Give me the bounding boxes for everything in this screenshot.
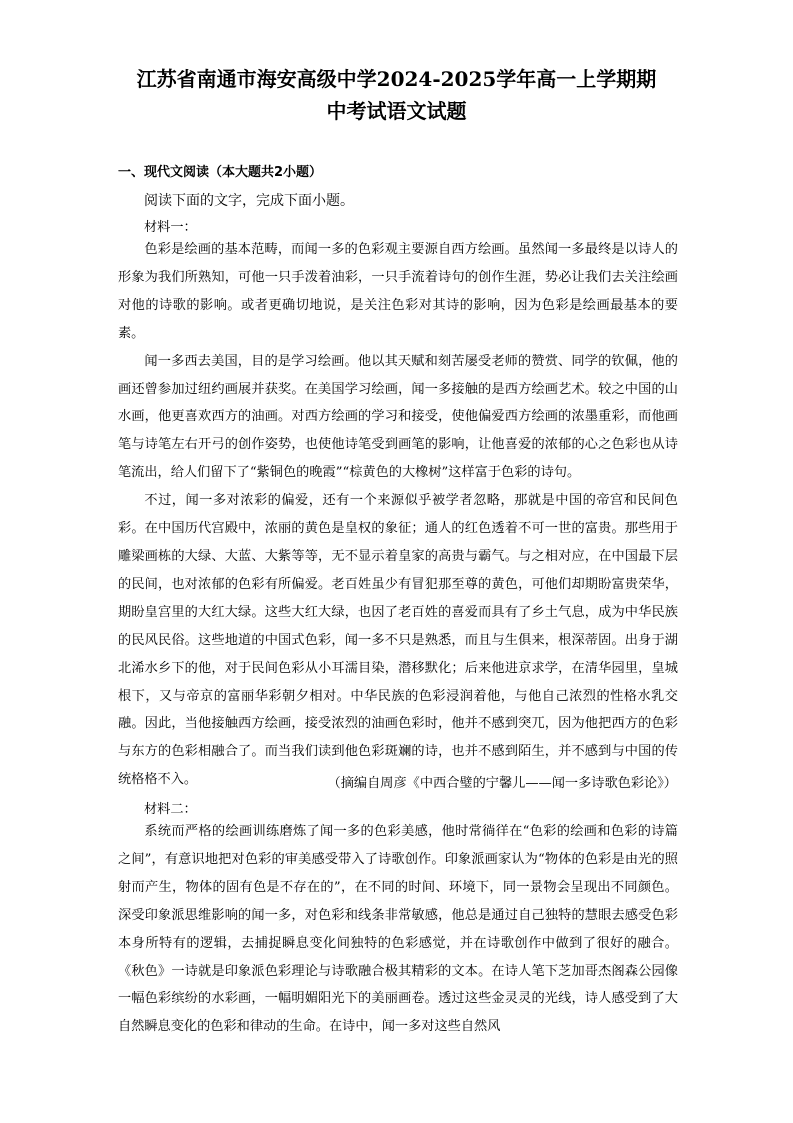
- paragraph: 系统而严格的绘画训练磨炼了闻一多的色彩美感，他时常徜徉在“色彩的绘画和色彩的诗篇之间”，有意识地把对色彩的审美感受带入了诗歌创作。印象派画家认为“物体的色彩是由光的照射而产生，物体的固有色是不存在的”，在不同的时间、环境下，同一景物会呈现出不同颜色。深受印象派思维影响的闻一多，对色彩和线条非常敏感，他总是通过自己独特的慧眼去感受色彩本身所特有的逻辑，去捕捉瞬息变化间独特的色彩感觉，并在诗歌创作中做到了很好的融合。《秋色》一诗就是印象派色彩理论与诗歌融合极其精彩的文本。在诗人笔下芝加哥杰阁森公园像一幅色彩缤纷的水彩画，一幅明媚阳光下的美丽画卷。透过这些金灵灵的光线，诗人感受到了大自然瞬息变化的色彩和律动的生命。在诗中，闻一多对这些自然风: [118, 824, 678, 1035]
- material-1-source: （摘编自周彦《中西合璧的宁馨儿——闻一多诗歌色彩论》）: [327, 776, 677, 791]
- material-1-body: [118, 236, 678, 794]
- paragraph: 闻一多西去美国，目的是学习绘画。他以其天赋和刻苦屡受老师的赞赏、同学的钦佩，他的画还曾参加过纽约画展并获奖。在美国学习绘画，闻一多接触的是西方绘画艺术。较之中国的山水画，他更喜欢西方的油画。对西方绘画的学习和接受，使他偏爱西方绘画的浓墨重彩，而他画笔与诗笔左右开弓的创作姿势，也使他诗笔受到画笔的影响，让他喜爱的浓郁的心之色彩也从诗笔流出，给人们留下了“紫铜色的晚霞”“棕黄色的大橡树”这样富于色彩的诗句。: [118, 353, 678, 481]
- material-2-body: [118, 818, 678, 1041]
- instruction-text: 阅读下面的文字，完成下面小题。: [144, 193, 354, 209]
- section-heading: 一、现代文阅读（本大题共2小题）: [118, 165, 323, 180]
- paragraph: 色彩是绘画的基本范畴，而闻一多的色彩观主要源自西方绘画。虽然闻一多最终是以诗人的形象为我们所熟知，可他一只手泼着油彩，一只手流着诗句的创作生涯，势必让我们去关注绘画对他的诗歌的影响。或者更确切地说，是关注色彩对其诗的影响，因为色彩是绘画最基本的要素。: [118, 242, 678, 341]
- document-title-line-1: 江苏省南通市海安高级中学2024-2025学年高一上学期期: [136, 67, 657, 91]
- material-1-label: 材料一：: [144, 220, 197, 235]
- material-2-label: 材料二：: [144, 802, 197, 817]
- document-title-line-2: 中考试语文试题: [326, 99, 467, 123]
- paragraph: 不过，闻一多对浓彩的偏爱，还有一个来源似乎被学者忽略，那就是中国的帝宫和民间色彩。在中国历代宫殿中，浓丽的黄色是皇权的象征；通人的红色透着不可一世的富贵。那些用于雕梁画栋的大绿、大蓝、大紫等等，无不显示着皇家的高贵与霸气。与之相对应，在中国最下层的民间，也对浓郁的色彩有所偏爱。老百姓虽少有冒犯那至尊的黄色，可他们却期盼富贵荣华，期盼皇宫里的大红大绿。这些大红大绿，也因了老百姓的喜爱而具有了乡土气息，成为中华民族的民风民俗。这些地道的中国式色彩，闻一多不只是熟悉，而且与生俱来，根深蒂固。出身于湖北浠水乡下的他，对于民间色彩从小耳濡目染，潜移默化；后来他进京求学，在清华园里，皇城根下，又与帝京的富丽华彩朝夕相对。中华民族的色彩浸润着他，与他自己浓烈的性格水乳交融。因此，当他接触西方绘画，接受浓烈的油画色彩时，他并不感到突兀，因为他把西方的色彩与东方的色彩相融合了。而当我们读到他色彩斑斓的诗，也并不感到陌生，并不感到与中国的传统格格不入。: [118, 493, 678, 788]
